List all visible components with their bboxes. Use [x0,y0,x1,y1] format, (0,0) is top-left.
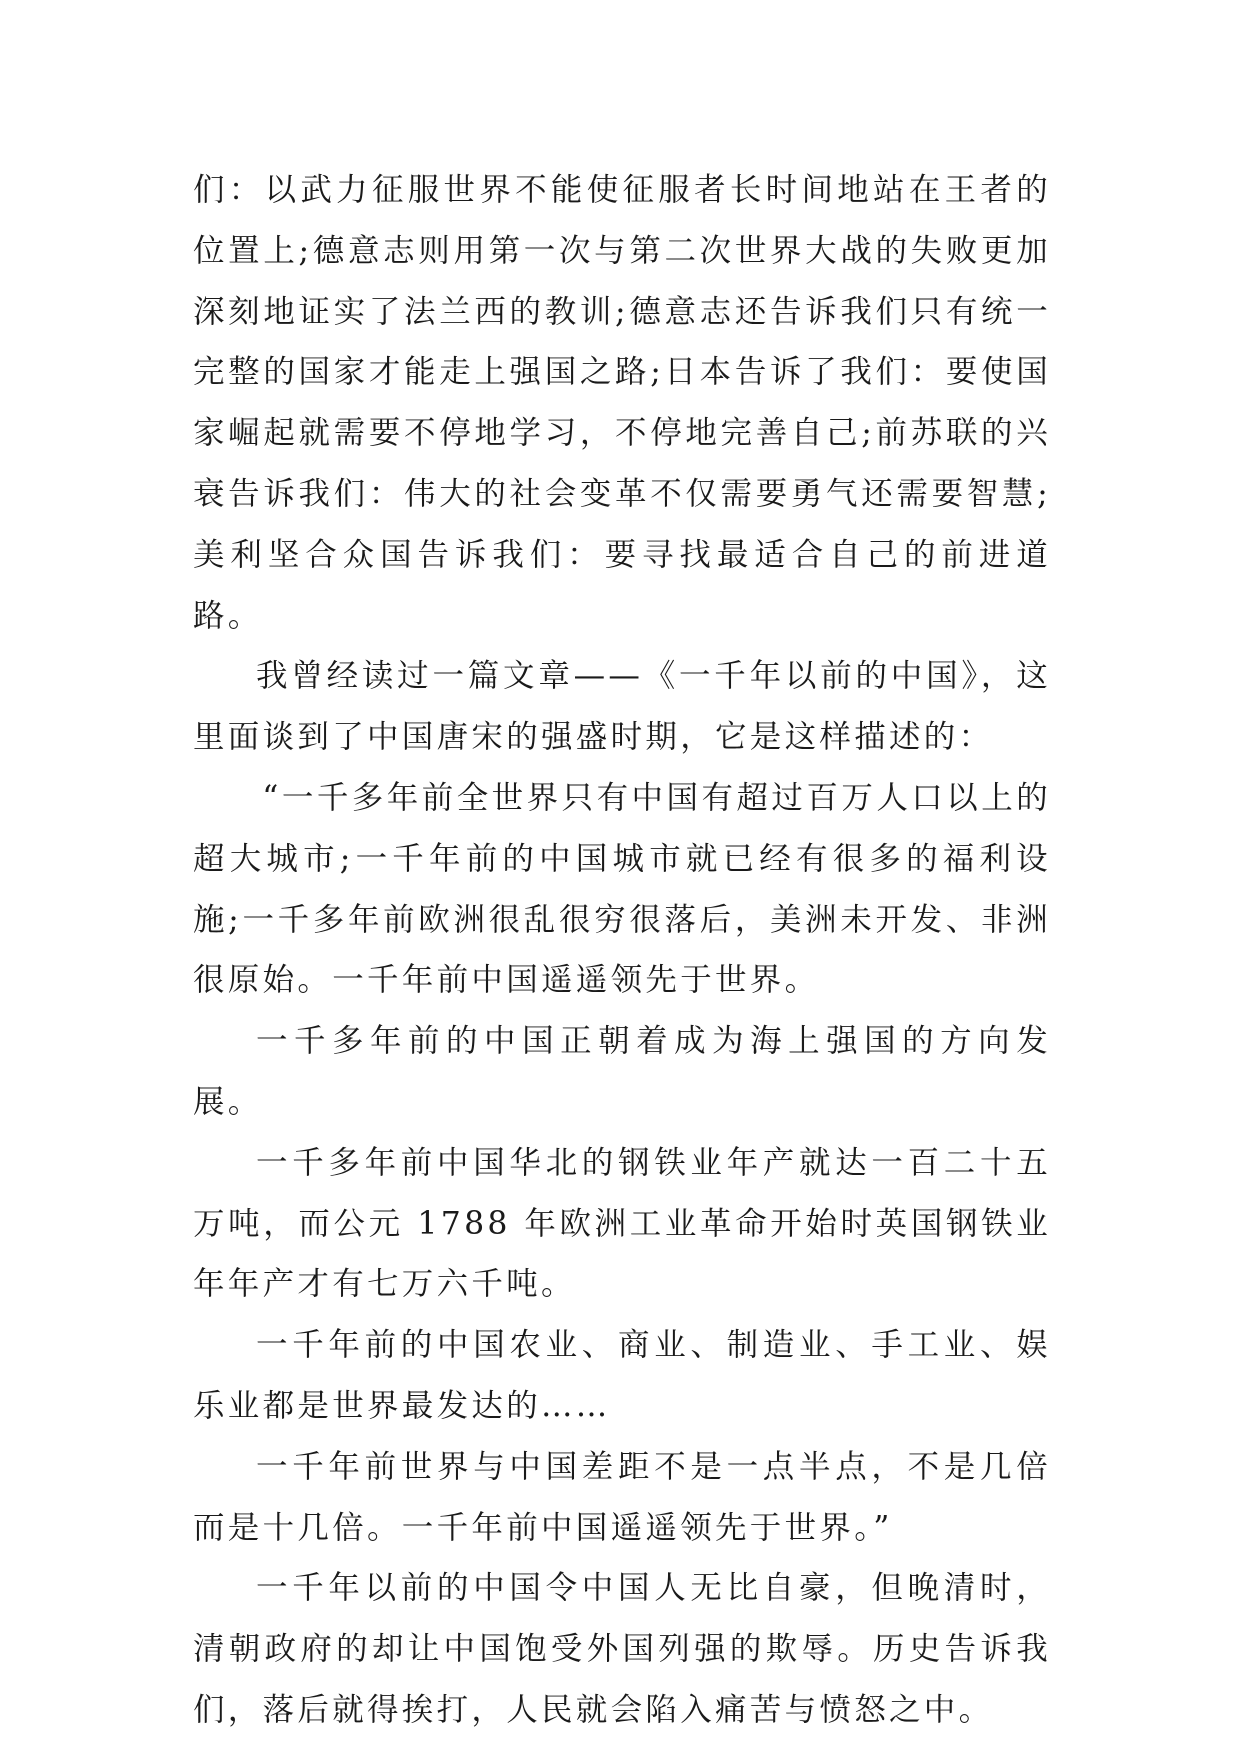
paragraph-7: 一千年前世界与中国差距不是一点半点，不是几倍而是十几倍。一千年前中国遥遥领先于世界。” [193,1448,1051,1546]
paragraph-3: “一千多年前全世界只有中国有超过百万人口以上的超大城市;一千年前的中国城市就已经有很多的福利设施;一千多年前欧洲很乱很穷很落后，美洲未开发、非洲很原始。一千年前中国遥遥领先于世界。 [193,779,1051,999]
paragraph-2: 我曾经读过一篇文章——《一千年以前的中国》，这里面谈到了中国唐宋的强盛时期，它是这样描述的： [193,658,1051,756]
document-body [193,160,1051,1741]
paragraph-1: 们：以武力征服世界不能使征服者长时间地站在王者的位置上;德意志则用第一次与第二次世界大战的失败更加深刻地证实了法兰西的教训;德意志还告诉我们只有统一完整的国家才能走上强国之路;日本告诉了我们：要使国家崛起就需要不停地学习，不停地完善自己;前苏联的兴衰告诉我们：伟大的社会变革不仅需要勇气还需要智慧;美利坚合众国告诉我们：要寻找最适合自己的前进道路。 [193,172,1051,634]
paragraph-6: 一千年前的中国农业、商业、制造业、手工业、娱乐业都是世界最发达的…… [193,1327,1051,1424]
paragraph-4: 一千多年前的中国正朝着成为海上强国的方向发展。 [193,1023,1051,1120]
paragraph-5: 一千多年前中国华北的钢铁业年产就达一百二十五万吨，而公元 1788 年欧洲工业革命开始时英国钢铁业年年产才有七万六千吨。 [193,1144,1051,1303]
paragraph-8: 一千年以前的中国令中国人无比自豪，但晚清时，清朝政府的却让中国饱受外国列强的欺辱。历史告诉我们，落后就得挨打，人民就会陷入痛苦与愤怒之中。 [193,1570,1051,1728]
